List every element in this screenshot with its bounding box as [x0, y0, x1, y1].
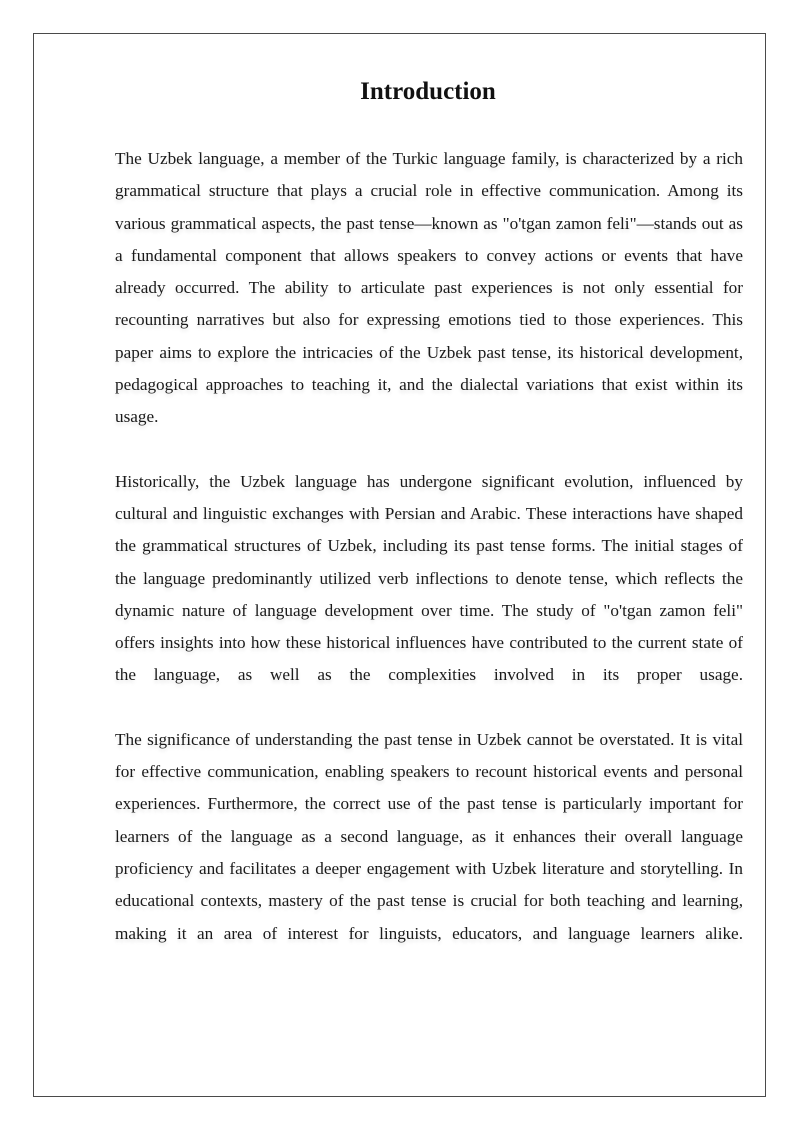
paragraph-significance: The significance of understanding the past tense in Uzbek cannot be overstated. It is vital for effective communication, enabling speakers to recount historical events and personal experiences. Furthermore, the correct use of the past tense is particularly important for learners of the language as a second language, as it enhances their overall language proficiency and facilitates a deeper engagement with Uzbek literature and storytelling. In educational contexts, mastery of the past tense is crucial for both teaching and learning, making it an area of interest for linguists, educators, and language learners alike. [115, 729, 743, 943]
paragraph-intro: The Uzbek language, a member of the Turkic language family, is characterized by a rich grammatical structure that plays a crucial role in effective communication. Among its various grammatical aspects, the past tense—known as "o'tgan zamon feli"—stands out as a fundamental component that allows speakers to convey actions or events that have already occurred. The ability to articulate past experiences is not only essential for recounting narratives but also for expressing emotions tied to those experiences. This paper aims to explore the intricacies of the Uzbek past tense, its historical development, pedagogical approaches to teaching it, and the dialectal variations that exist within its usage. [115, 149, 743, 427]
paragraph-history: Historically, the Uzbek language has undergone significant evolution, influenced by cultural and linguistic exchanges with Persian and Arabic. These interactions have shaped the grammatical structures of Uzbek, including its past tense forms. The initial stages of the language predominantly utilized verb inflections to denote tense, which reflects the dynamic nature of language development over time. The study of "o'tgan zamon feli" offers insights into how these historical influences have contributed to the current state of the language, as well as the complexities involved in its proper usage. [115, 471, 743, 685]
page-title: Introduction [360, 78, 496, 105]
document-body [115, 143, 743, 982]
